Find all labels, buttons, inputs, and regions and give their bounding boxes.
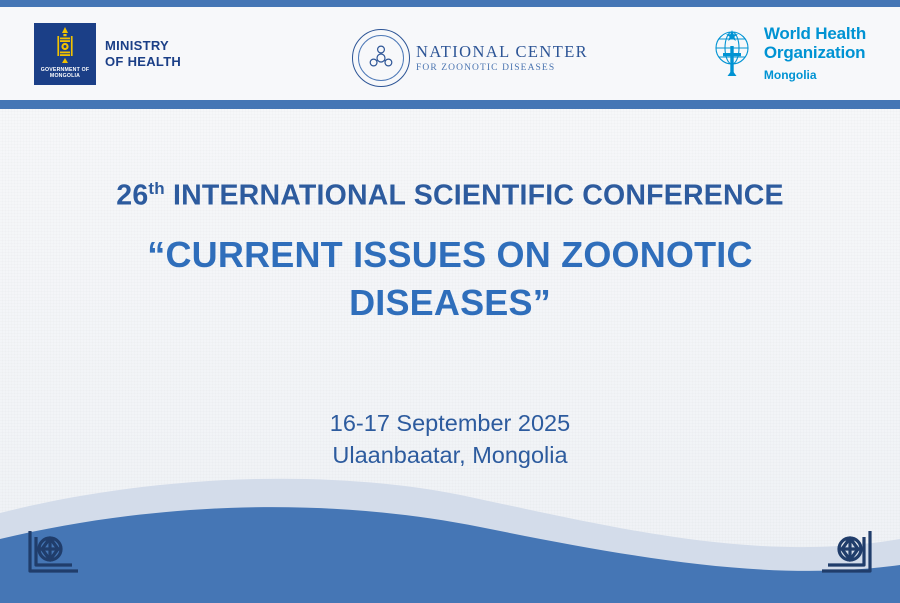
conference-theme-line-2: DISEASES” — [349, 281, 551, 323]
header-divider-bar — [0, 100, 900, 109]
who-logo — [707, 25, 866, 82]
nczd-seal-symbol-icon — [366, 43, 396, 73]
nczd-seal-icon — [352, 29, 410, 87]
event-location: Ulaanbaatar, Mongolia — [332, 442, 568, 468]
conference-number: 26 — [116, 179, 149, 212]
event-date: 16-17 September 2025 — [329, 410, 571, 436]
conference-heading — [0, 172, 900, 213]
title-block — [0, 172, 900, 327]
nczd-label — [416, 42, 588, 75]
conference-theme — [0, 231, 900, 327]
conference-title-text: INTERNATIONAL SCIENTIFIC CONFERENCE — [164, 179, 784, 212]
nczd-line-2: FOR ZOONOTIC DISEASES — [416, 62, 556, 73]
logo-header-band — [0, 7, 900, 100]
nczd-line-1: NATIONAL CENTER — [416, 41, 589, 61]
top-accent-bar — [0, 0, 900, 7]
who-country-label: Mongolia — [763, 68, 817, 82]
ministry-of-health-logo — [34, 23, 181, 85]
who-title: World Health Organization — [763, 24, 866, 62]
government-of-mongolia-text: GOVERNMENT OF MONGOLIA — [40, 66, 90, 79]
ministry-of-health-label: MINISTRY OF HEALTH — [105, 37, 182, 69]
footer-wave-band — [0, 453, 900, 603]
mongolian-knot-ornament-left-icon — [20, 523, 84, 579]
conference-ordinal: th — [148, 179, 165, 198]
slide-body — [0, 109, 900, 603]
mongolia-state-emblem-icon — [34, 23, 96, 85]
nczd-logo — [352, 29, 588, 87]
who-label — [764, 25, 866, 82]
soyombo-icon — [54, 27, 76, 63]
mongolian-knot-ornament-right-icon — [816, 523, 880, 579]
who-emblem-icon — [707, 27, 757, 77]
conference-theme-line-1: “CURRENT ISSUES ON ZOONOTIC — [147, 233, 753, 275]
